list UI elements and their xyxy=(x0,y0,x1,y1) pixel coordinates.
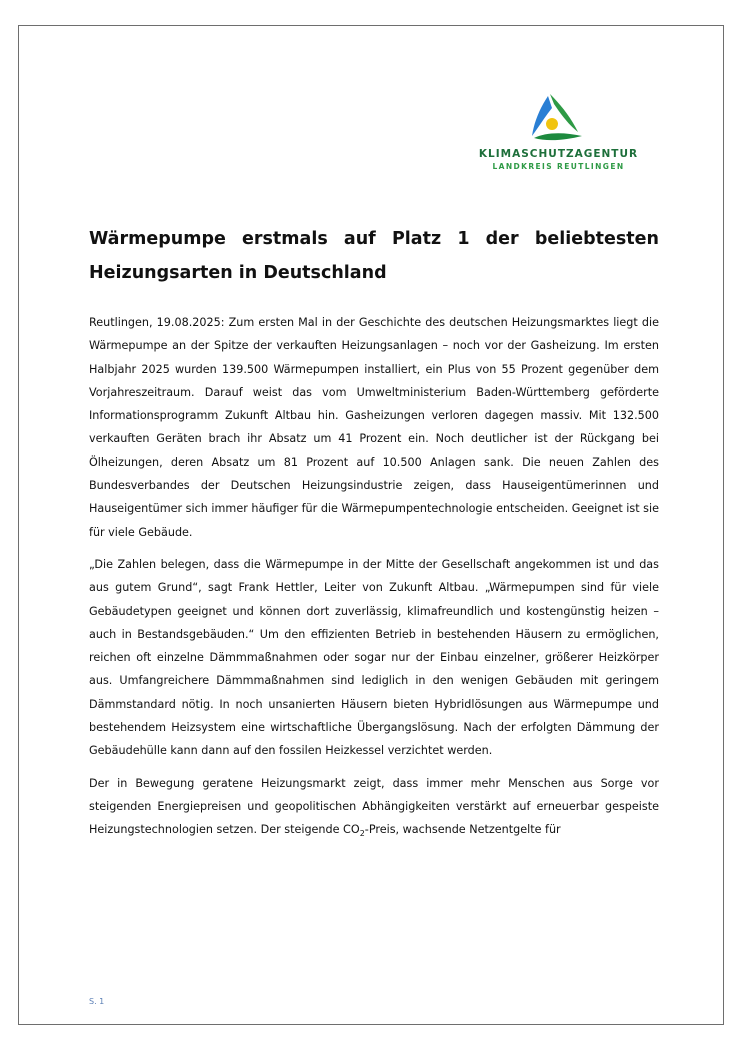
paragraph-3 xyxy=(89,772,659,846)
logo-title: KLIMASCHUTZAGENTUR xyxy=(478,148,639,160)
document-page xyxy=(18,25,724,1025)
paragraph-3-text-end: -Preis, wachsende Netzentgelte für xyxy=(364,823,561,837)
logo-subtitle: LANDKREIS REUTLINGEN xyxy=(492,162,625,171)
paragraph-3-text: Der in Bewegung geratene Heizungsmarkt zeigt, dass immer mehr Menschen aus Sorge vor steigenden Energiepreisen und geopolitischen Abhängigkeiten verstärkt auf erneuerbar gespeiste Heizungstechnologien setzen. Der steigende CO xyxy=(89,776,659,837)
co2-subscript: 2 xyxy=(359,829,365,839)
article-title: Wärmepumpe erstmals auf Platz 1 der beliebtesten Heizungsarten in Deutschland xyxy=(89,229,659,283)
paragraph-1: Reutlingen, 19.08.2025: Zum ersten Mal in der Geschichte des deutschen Heizungsmarktes liegt die Wärmepumpe an der Spitze der verkauften Heizungsanlagen – noch vor der Gasheizung. Im ersten Halbjahr 2025 wurden 139.500 Wärmepumpen installiert, ein Plus von 55 Prozent gegenüber dem Vorjahreszeitraum. Darauf weist das vom Umweltministerium Baden-Württemberg geförderte Informationsprogramm Zukunft Altbau hin. Gasheizungen verloren dagegen massiv. Mit 132.500 verkauften Geräten brach ihr Absatz um 41 Prozent ein. Noch deutlicher ist der Rückgang bei Ölheizungen, deren Absatz um 81 Prozent auf 10.500 Anlagen sank. Die neuen Zahlen des Bundesverbandes der Deutschen Heizungsindustrie zeigen, dass Hauseigentümerinnen und Hauseigentümer sich immer häufiger für die Wärmepumpentechnologie entscheiden. Geeignet ist sie für viele Gebäude. xyxy=(89,316,659,539)
paragraph-2: „Die Zahlen belegen, dass die Wärmepumpe in der Mitte der Gesellschaft angekommen ist und das aus gutem Grund“, sagt Frank Hettler, Leiter von Zukunft Altbau. „Wärmepumpen sind für viele Gebäudetypen geeignet und können dort zuverlässig, klimafreundlich und kostengünstig heizen – auch in Bestandsgebäuden.“ Um den effizienten Betrieb in bestehenden Häusern zu ermöglichen, reichen oft einzelne Dämmmaßnahmen oder sogar nur der Einbau einzelner, größerer Heizkörper aus. Umfangreichere Dämmmaßnahmen sind lediglich in den wenigen Gebäuden mit geringem Dämmstandard nötig. In noch unsanierten Häusern bieten Hybridlösungen aus Wärmepumpe und bestehendem Heizsystem eine wirtschaftliche Übergangslösung. Nach der erfolgten Dämmung der Gebäudehülle kann dann auf den fossilen Heizkessel verzichtet werden. xyxy=(89,557,659,758)
page-number: S. 1 xyxy=(89,997,105,1006)
logo xyxy=(471,94,639,176)
article-body xyxy=(89,311,659,855)
climate-agency-triangle-icon xyxy=(526,94,586,142)
